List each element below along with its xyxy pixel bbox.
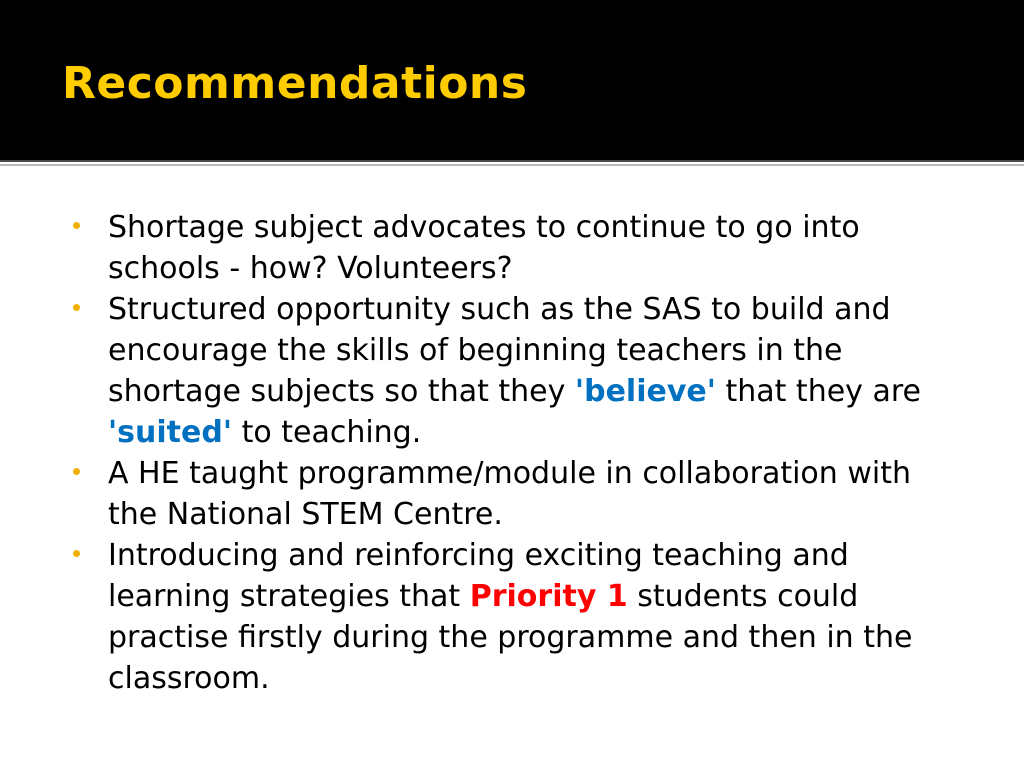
bullet-text: students could practise firstly during the programme and then in the classroom. — [108, 579, 913, 696]
bullet-dot-icon — [73, 222, 80, 229]
bullet-text: to teaching. — [232, 415, 422, 450]
bullet-text: Structured opportunity such as the SAS to build and encourage the skills of beginning teachers in the shortage subjects so that they — [108, 292, 891, 409]
divider-line-dark — [0, 160, 1024, 162]
bullet-item-2 — [68, 289, 968, 453]
bullet-text: A HE taught programme/module in collaboration with the National STEM Centre. — [108, 456, 911, 532]
bullet-dot-icon — [73, 304, 80, 311]
bullet-text: that they are — [715, 374, 921, 409]
bullet-dot-icon — [73, 550, 80, 557]
bullet-list — [68, 207, 968, 699]
bullet-item-4 — [68, 535, 968, 699]
title-bar — [0, 0, 1024, 160]
highlight-suited: 'suited' — [108, 415, 233, 450]
highlight-priority-1: Priority 1 — [469, 579, 628, 614]
bullet-item-1 — [68, 207, 968, 289]
bullet-text: Shortage subject advocates to continue to go into schools - how? Volunteers? — [108, 210, 860, 286]
bullet-text: Introducing and reinforcing exciting teaching and learning strategies that — [108, 538, 849, 614]
highlight-believe: 'believe' — [574, 374, 716, 409]
bullet-dot-icon — [73, 468, 80, 475]
slide-title: Recommendations — [62, 58, 528, 109]
divider-line-light — [0, 164, 1024, 166]
bullet-item-3 — [68, 453, 968, 535]
